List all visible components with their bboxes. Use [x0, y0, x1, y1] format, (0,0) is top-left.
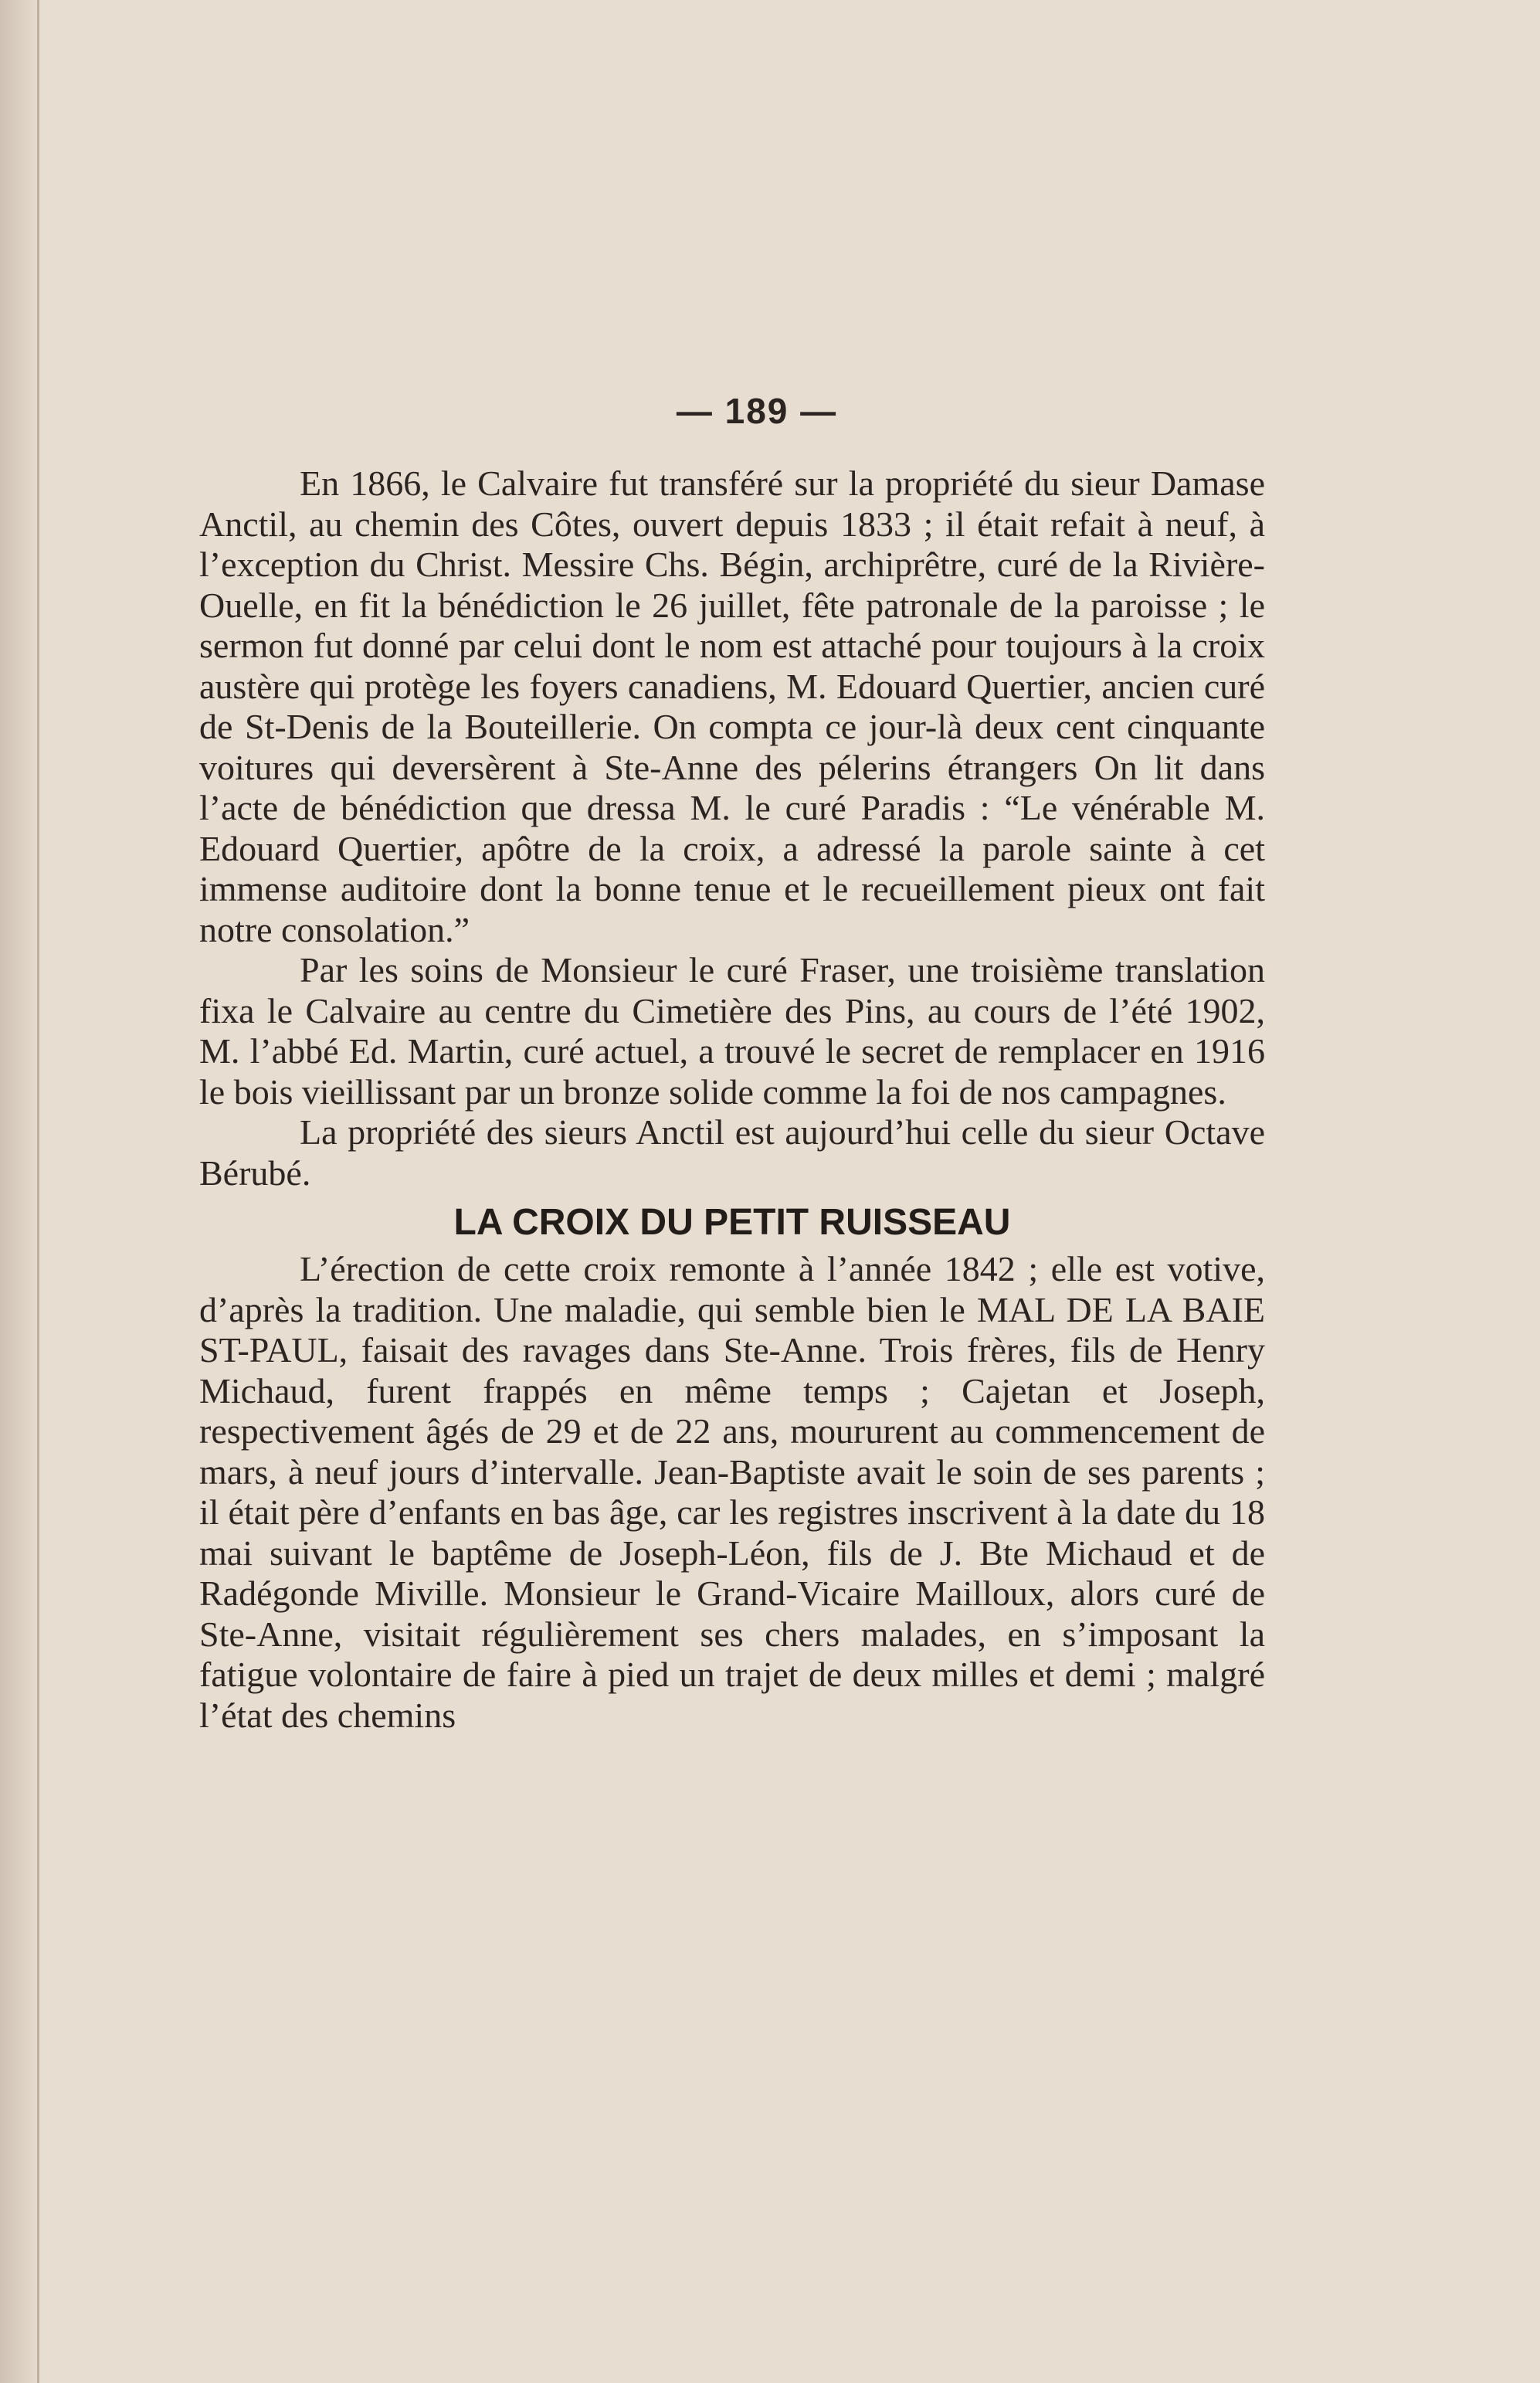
page-binding-line	[37, 0, 39, 2383]
section-heading: LA CROIX DU PETIT RUISSEAU	[453, 1202, 1011, 1243]
paragraph-calvaire-1866: En 1866, le Calvaire fut transféré sur la propriété du sieur Damase Anctil, au chemin des Côtes, ouvert depuis 1833 ; il était refait à neuf, à l’exception du Christ. Messire Chs. Bégin, archiprêtre, curé de la Rivière-Ouelle, en fit la bénédiction le 26 juillet, fête patronale de la paroisse ; le sermon fut donné par celui dont le nom est attaché pour toujours à la croix austère qui protège les foyers canadiens, M. Edouard Quertier, ancien curé de St-Denis de la Bouteillerie. On compta ce jour-là deux cent cinquante voitures qui deversèrent à Ste-Anne des pélerins étrangers On lit dans l’acte de bénédiction que dressa M. le curé Paradis : “Le vénérable M. Edouard Quertier, apôtre de la croix, a adressé la parole sainte à cet immense auditoire dont la bonne tenue et le recueillement pieux ont fait notre consolation.”	[199, 463, 1265, 949]
paragraph-translation-1902: Par les soins de Monsieur le curé Fraser, une troisième translation fixa le Calvaire au centre du Cimetière des Pins, au cours de l’été 1902, M. l’abbé Ed. Martin, curé actuel, a trouvé le secret de remplacer en 1916 le bois vieillissant par un bronze solide comme la foi de nos campagnes.	[199, 950, 1265, 1112]
paragraph-erection-1842: L’érection de cette croix remonte à l’année 1842 ; elle est votive, d’après la tradition. Une maladie, qui semble bien le MAL DE LA BAIE ST-PAUL, faisait des ravages dans Ste-Anne. Trois frères, fils de Henry Michaud, furent frappés en même temps ; Cajetan et Joseph, respectivement âgés de 29 et de 22 ans, moururent au commencement de mars, à neuf jours d’intervalle. Jean-Baptiste avait le soin de ses parents ; il était père d’enfants en bas âge, car les registres inscrivent à la date du 18 mai suivant le baptême de Joseph-Léon, fils de J. Bte Michaud et de Radégonde Miville. Monsieur le Grand-Vicaire Mailloux, alors curé de Ste-Anne, visitait régulièrement ses chers malades, en s’imposant la fatigue volontaire de faire à pied un trajet de deux milles et demi ; malgré l’état des chemins	[199, 1249, 1265, 1735]
paragraph-propriete-anctil: La propriété des sieurs Anctil est aujourd’hui celle du sieur Octave Bérubé.	[199, 1112, 1265, 1193]
page-binding-edge	[0, 0, 40, 2383]
page-number: — 189 —	[676, 391, 838, 431]
page-body	[199, 463, 1265, 1736]
